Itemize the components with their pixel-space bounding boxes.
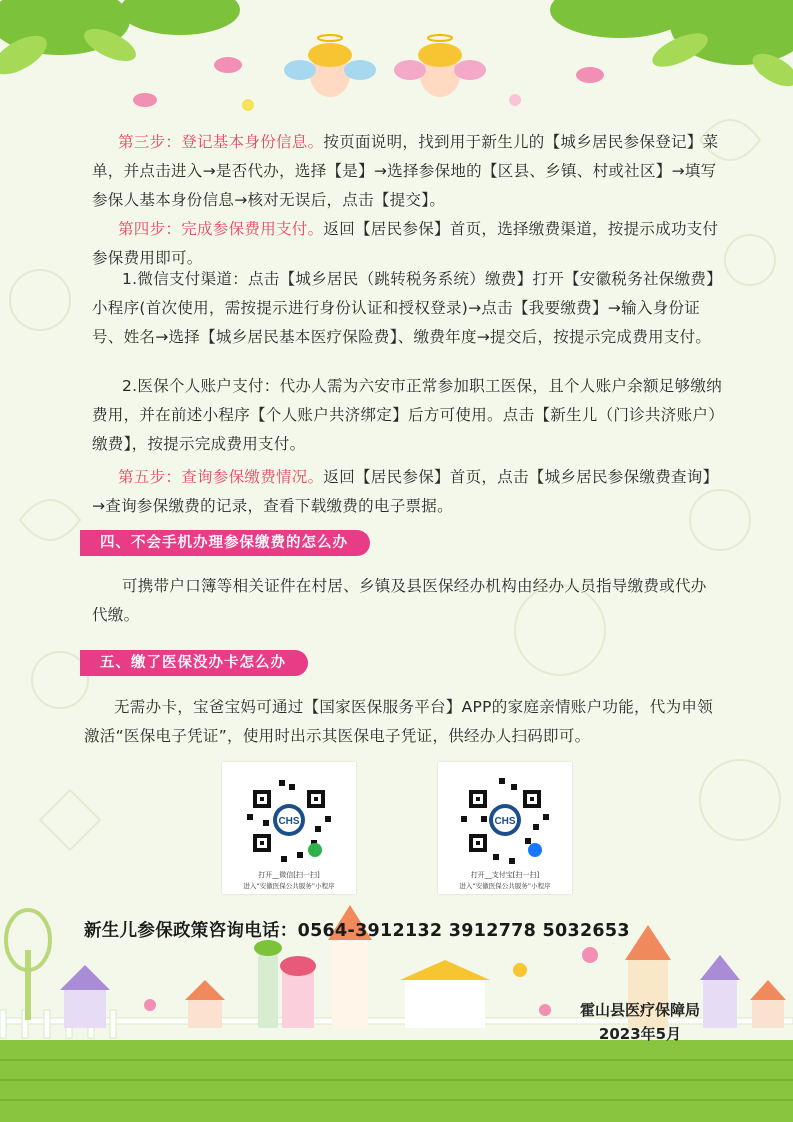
step3-body: 按页面说明，找到用于新生儿的【城乡居民参保登记】菜单，并点击进入→是否代办，选择【是】→选择参保地的【区县、乡镇、村或社区】→填写参保人基本身份信息→核对无误后，点击【提交】。 [92, 133, 719, 209]
section5-heading: 五、缴了医保没办卡怎么办 [80, 650, 308, 676]
hotline-text: 新生儿参保政策咨询电话：0564-3912132 3912778 5032653 [84, 921, 630, 941]
qr-logo-text: CHS [278, 816, 300, 827]
header-decoration [0, 0, 793, 120]
channel1-paragraph: 1.微信支付渠道：点击【城乡居民（跳转税务系统）缴费】打开【安徽税务社保缴费】小程序(首次使用，需按提示进行身份认证和授权登录)→点击【我要缴费】→输入身份证号、姓名→选择【城乡居民基本医疗保险费】、缴费年度→提交后，按提示完成费用支付。 [92, 270, 722, 346]
qr-card-alipay [438, 762, 572, 894]
tree-icon [6, 910, 50, 1020]
qr-logo-text: CHS [494, 816, 516, 827]
step5-title: 第五步：查询参保缴费情况。 [118, 468, 324, 486]
house-icon [254, 940, 282, 1028]
signature-org: 霍山县医疗保障局 [579, 1001, 700, 1019]
section5-body: 无需办卡，宝爸宝妈可通过【国家医保服务平台】APP的家庭亲情账户功能，代为申领激活“医保电子凭证”，使用时出示其医保电子凭证，供经办人扫码即可。 [84, 698, 713, 745]
step4-body: 返回【居民参保】首页，选择缴费渠道，按提示成功支付参保费用即可。 [92, 220, 719, 267]
angel-left-icon [284, 35, 376, 97]
channel2-paragraph: 2.医保个人账户支付：代办人需为六安市正常参加职工医保，且个人账户余额足够缴纳费用，并在前述小程序【个人账户共济绑定】后方可使用。点击【新生儿（门诊共济账户）缴费】，按提示完成费用支付。 [92, 377, 722, 453]
qr-alipay-caption1: 打开__支付宝[扫一扫] [470, 871, 540, 879]
house-icon [60, 965, 110, 1028]
step5-paragraph [92, 463, 722, 521]
qr-wechat-caption2: 进入“安徽医保公共服务”小程序 [243, 882, 335, 890]
section4-heading: 四、不会手机办理参保缴费的怎么办 [80, 530, 370, 556]
section4-body: 可携带户口簿等相关证件在村居、乡镇及县医保经办机构由经办人员指导缴费或代办代缴。 [92, 577, 707, 624]
house-icon [750, 980, 786, 1028]
qr-code-alipay [455, 770, 555, 870]
signature-date: 2023年5月 [598, 1025, 682, 1043]
step3-title: 第三步：登记基本身份信息。 [118, 133, 324, 151]
angel-right-icon [394, 35, 486, 97]
step4-title: 第四步：完成参保费用支付。 [118, 220, 324, 238]
wechat-icon [308, 843, 322, 857]
qr-code-wechat [239, 770, 339, 870]
house-icon [280, 956, 316, 1028]
step3-paragraph [92, 128, 722, 215]
step5-body: 返回【居民参保】首页，点击【城乡居民参保缴费查询】→查询参保缴费的记录，查看下载缴费的电子票据。 [92, 468, 719, 515]
alipay-icon [528, 843, 542, 857]
qr-wechat-caption1: 打开__微信[扫一扫] [258, 871, 320, 879]
qr-alipay-caption2: 进入“安徽医保公共服务”小程序 [459, 882, 551, 890]
signature-block [560, 998, 720, 1046]
house-icon [185, 980, 225, 1028]
qr-card-wechat [222, 762, 356, 894]
house-icon [400, 960, 490, 1028]
